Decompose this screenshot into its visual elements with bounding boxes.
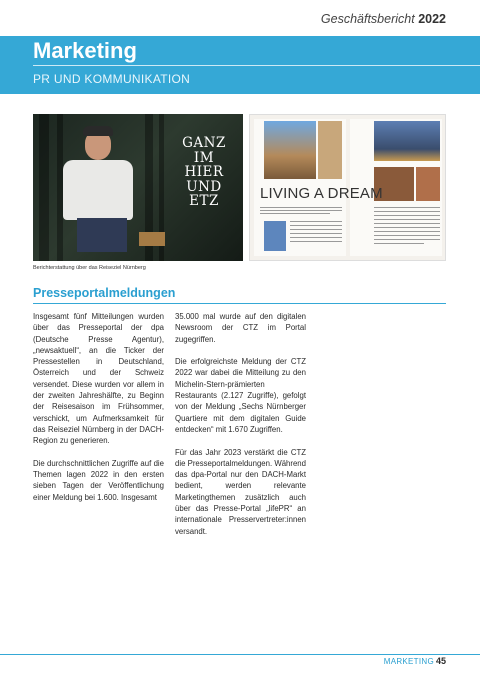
body-paragraph: Für das Jahr 2023 verstärkt die CTZ die Presseportalmeldungen. Während das dpa-Portal nur den DACH-Markt bedient, werden relevante Marketingthemen zusätzlich auch über das Presse-Portal „lifePR“ an internationale Presservertreter:innen versandt. [175,447,306,536]
text-line [374,207,440,208]
text-line [374,235,440,236]
text-line [374,211,440,212]
magazine-building-photo [318,121,342,179]
headline-line: IM [193,149,215,166]
chapter-title: Marketing [33,38,137,63]
text-line [290,221,342,222]
report-title [321,12,446,26]
chapter-subtitle: PR UND KOMMUNIKATION [33,72,191,86]
banner-divider [33,65,480,66]
text-line [290,233,342,234]
text-line [374,227,440,228]
clipping-headline-left [169,136,239,209]
person-cap [83,126,113,136]
text-line [374,223,440,224]
text-line [374,231,440,232]
chapter-banner [0,36,480,94]
person-shirt [63,160,133,220]
page-number: 45 [435,656,446,666]
text-line [260,213,330,214]
clipping-headline-right: LIVING A DREAM [260,185,383,202]
text-line [260,207,342,208]
body-paragraph: 35.000 mal wurde auf den digitalen Newsroom der CTZ im Portal zugegriffen. [175,312,306,344]
press-clipping-magazine-spread [249,114,446,261]
body-paragraph: Die erfolgreichste Meldung der CTZ 2022 war dabei die Mitteilung zu den Michelin-Stern-prämierten Restaurants (2.127 Zugriffe), gefolgt von der Meldung „Sechs Nürnberger Quartiere mit dem digitalen Guide entdecken“ mit 1.670 Zugriffen. [175,357,306,434]
person-pants [77,218,127,252]
footer-divider [0,654,480,655]
image-caption: Berichterstattung über das Reiseziel Nürnberg [33,265,146,271]
text-line [374,239,440,240]
section-divider [33,303,446,304]
text-line [290,229,342,230]
text-line [374,219,440,220]
headline-line: UND [186,178,222,195]
headline-line: HIER [184,164,224,180]
report-year: 2022 [418,12,446,26]
press-clipping-photo-left [33,114,243,261]
report-title-label: Geschäftsbericht [320,12,415,26]
wooden-crate [139,232,165,246]
text-line [374,215,440,216]
text-line [290,241,342,242]
magazine-night-photo [374,121,440,161]
headline-line: GANZ [182,135,226,151]
headline-line: ETZ [189,193,219,209]
magazine-thumb-photo [264,221,286,251]
text-line [290,237,342,238]
text-line [260,210,342,211]
text-line [374,243,424,244]
magazine-city-photo [264,121,316,179]
body-paragraph: Insgesamt fünf Mitteilungen wurden über das Presseportal der dpa (Deutsche Presse Agentur), „newsaktuell“, an die Ticker der Pressestellen in Deutschland, Österreich und der Schweiz versendet. Diese wurden vor allem in der zweiten Jahreshälfte, zu Beginn der Reisesaison im Frühsommer, verschickt, um Aufmerksamkeit für das Reiseziel Nürnberg in der DACH-Region zu generieren. [33,312,164,446]
text-column-2 [175,311,306,548]
body-paragraph: Die durchschnittlichen Zugriffe auf die Themen lagen 2022 in den ersten sieben Tagen der Veröffentlichung einer Meldung bei 1.600. Insgesamt [33,458,164,502]
tree-trunk [39,114,49,261]
footer-section-label: MARKETING [383,657,434,666]
section-title: Presseportalmeldungen [33,286,176,300]
magazine-street-photo [416,167,440,201]
text-column-1 [33,311,164,514]
text-line [290,225,342,226]
